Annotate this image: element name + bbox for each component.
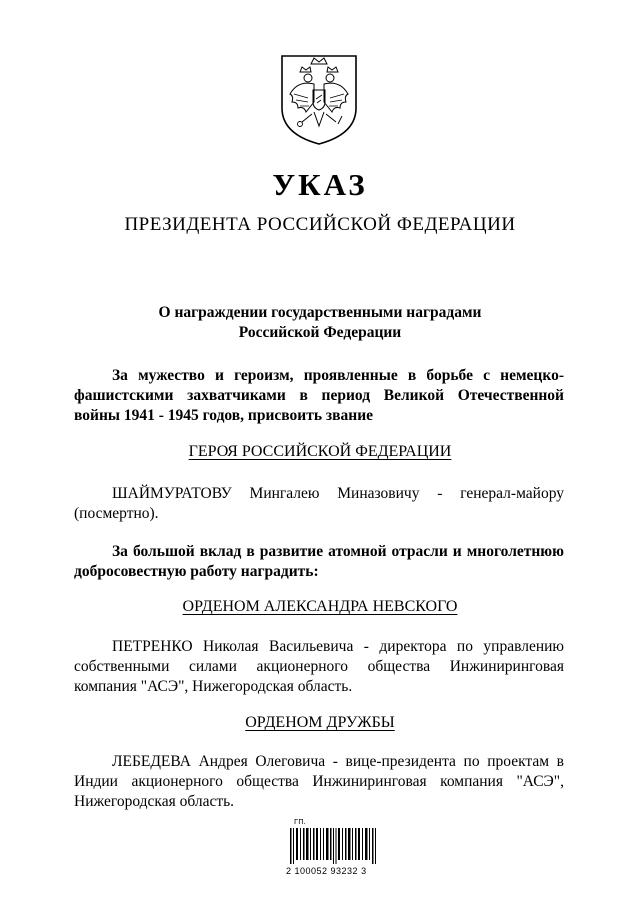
- recipient-nevsky-paragraph: ПЕТРЕНКО Николая Васильевича - директора по управлению собственными силами акционерного общества Инжиниринговая компания "АСЭ", Нижегородская область.: [74, 638, 564, 695]
- award-nevsky-label: ОРДЕНОМ АЛЕКСАНДРА НЕВСКОГО: [182, 598, 458, 615]
- barcode-icon: [290, 828, 380, 864]
- recipient-hero-paragraph: ШАЙМУРАТОВУ Мингалею Миназовичу - генерал-майору (посмертно).: [74, 485, 564, 522]
- barcode: [286, 818, 386, 880]
- heading-line-2: Российской Федерации: [238, 324, 402, 341]
- document-heading: [0, 303, 640, 343]
- award-friendship-label: ОРДЕНОМ ДРУЖБЫ: [245, 714, 395, 731]
- barcode-number: 2 100052 93232 3: [286, 866, 367, 876]
- award-friendship-title: [0, 714, 640, 732]
- coat-of-arms-icon: [278, 50, 360, 146]
- intro-hero-paragraph: За мужество и героизм, проявленные в борьбе с немецко-фашистскими захватчиками в период Великой Отечественной войны 1941 - 1945 годов, присвоить звание: [74, 367, 564, 424]
- award-hero-label: ГЕРОЯ РОССИЙСКОЙ ФЕДЕРАЦИИ: [188, 443, 452, 460]
- intro-atomic-paragraph: За большой вклад в развитие атомной отрасли и многолетнюю добросовестную работу наградить:: [74, 543, 564, 580]
- award-hero-title: [0, 443, 640, 461]
- recipient-friendship-paragraph: ЛЕБЕДЕВА Андрея Олеговича - вице-президента по проектам в Индии акционерного общества Инжиниринговая компания "АСЭ", Нижегородская область.: [74, 753, 564, 810]
- document-title: УКАЗ: [272, 167, 368, 202]
- document-subtitle: ПРЕЗИДЕНТА РОССИЙСКОЙ ФЕДЕРАЦИИ: [124, 214, 516, 235]
- heading-line-1: О награждении государственными наградами: [158, 304, 482, 321]
- award-nevsky-title: [0, 598, 640, 616]
- barcode-top-text: ГП.: [294, 818, 306, 826]
